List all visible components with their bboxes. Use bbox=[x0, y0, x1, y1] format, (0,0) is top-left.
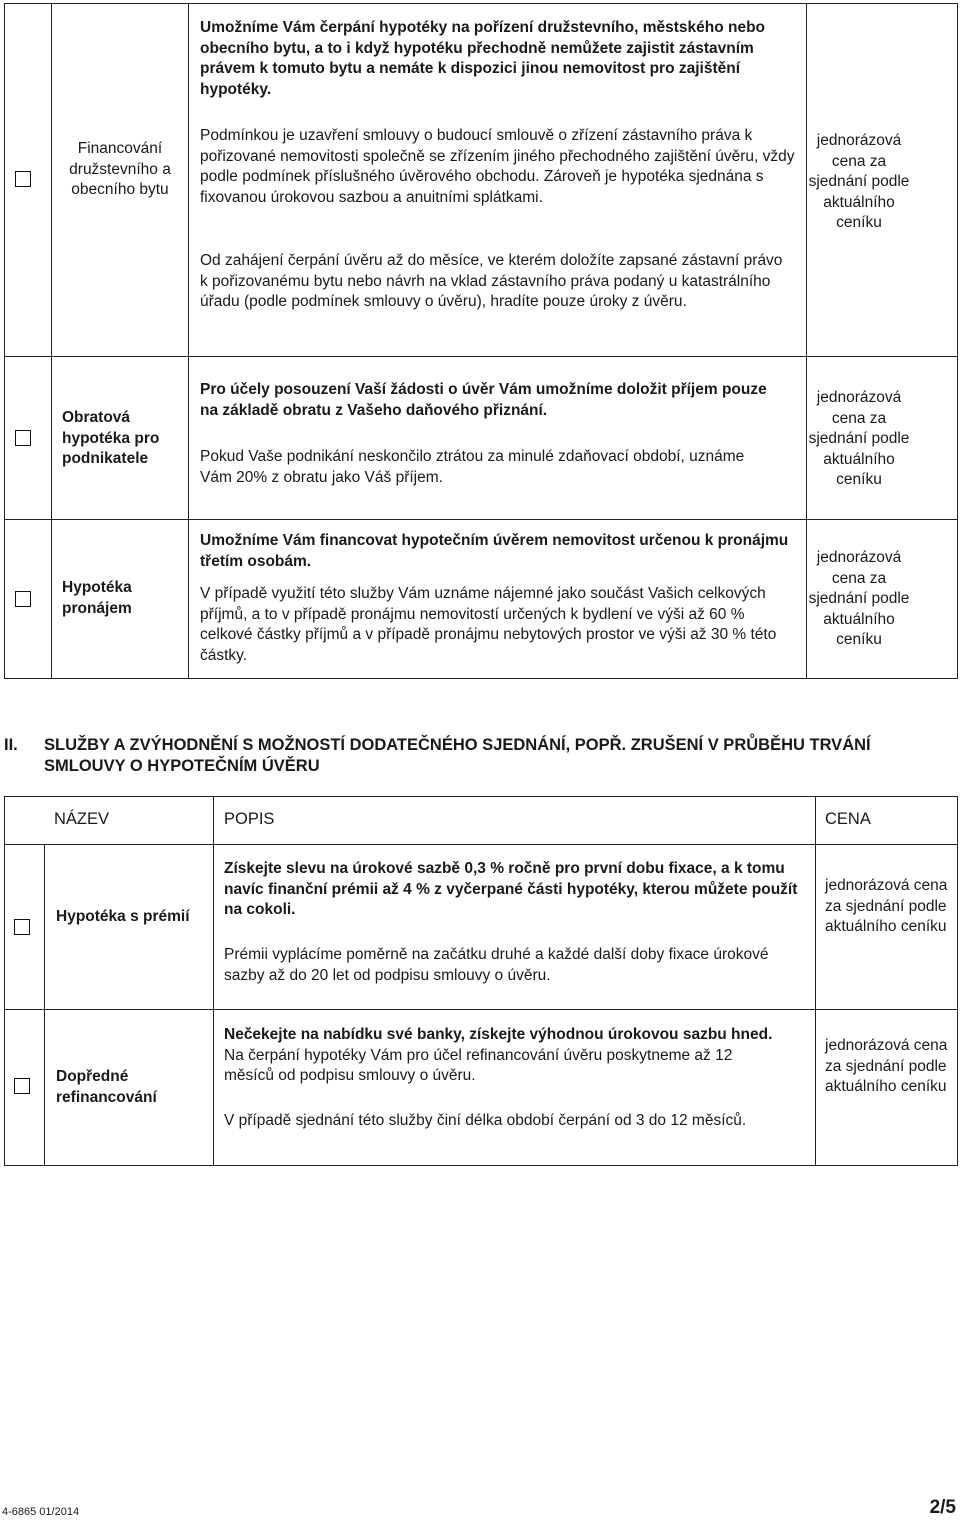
row-lead-rest: Na čerpání hypotéky Vám pro účel refinancování úvěru poskytneme až 12 měsíců od podpisu smlouvy o úvěru. bbox=[224, 1046, 733, 1084]
column-divider bbox=[51, 3, 52, 679]
column-divider bbox=[213, 796, 214, 1166]
row-description: V případě využití této služby Vám uznáme nájemné jako součást Vašich celkových příjmů, a to v případě pronájmu nemovitostí určených k bydlení ve výši až 60 % celkové částky příjmů a v případě pronájmu nebytových prostor ve výši až 30 % této částky. bbox=[200, 585, 777, 664]
row-lead: Umožníme Vám financovat hypotečním úvěrem nemovitost určenou k pronájmu třetím osobám. bbox=[200, 532, 789, 570]
row-name: Hypotéka s prémií bbox=[56, 908, 190, 925]
row-divider bbox=[4, 356, 958, 357]
row-price: jednorázová cena za sjednání podle aktuálního ceníku bbox=[808, 389, 910, 488]
column-header-price: CENA bbox=[825, 810, 871, 828]
row-description: Prémii vyplácíme poměrně na začátku druhé a každé další doby fixace úrokové sazby až do 20 let od podpisu smlouvy o úvěru. bbox=[224, 946, 769, 984]
column-header-name: NÁZEV bbox=[54, 810, 110, 828]
checkbox-hypoteka-s-premii[interactable] bbox=[14, 919, 30, 935]
document-code: 4-6865 01/2014 bbox=[2, 1506, 80, 1518]
checkbox-pronajem[interactable] bbox=[15, 591, 31, 607]
row-price: jednorázová cena za sjednání podle aktuálního ceníku bbox=[825, 877, 948, 935]
section-title: SLUŽBY A ZVÝHODNĚNÍ S MOŽNOSTÍ DODATEČNÉHO SJEDNÁNÍ, POPŘ. ZRUŠENÍ V PRŮBĚHU TRVÁNÍ SMLOUVY O HYPOTEČNÍM ÚVĚRU bbox=[44, 736, 871, 775]
row-lead-bold: Nečekejte na nabídku své banky, získejte výhodnou úrokovou sazbu hned. bbox=[224, 1026, 773, 1043]
row-lead bbox=[224, 1025, 784, 1087]
checkbox-obratova[interactable] bbox=[15, 430, 31, 446]
page-number: 2/5 bbox=[929, 1497, 956, 1518]
row-name: Financování družstevního a obecního bytu bbox=[69, 140, 171, 198]
row-description: Podmínkou je uzavření smlouvy o budoucí smlouvě o zřízení zástavního práva k pořizované nemovitosti společně se zřízením jiného přechodného zajištění úvěru, vždy podle podmínek příslušného úvěrového obchodu. Zároveň je hypotéka sjednána s fixovanou úrokovou sazbou a anuitními splátkami. bbox=[200, 127, 795, 206]
row-price: jednorázová cena za sjednání podle aktuálního ceníku bbox=[825, 1037, 948, 1095]
row-name: Hypotéka pronájem bbox=[62, 579, 132, 617]
row-lead: Umožníme Vám čerpání hypotéky na pořízení družstevního, městského nebo obecního bytu, a to i když hypotéku přechodně nemůžete zajistit zástavním právem k tomuto bytu a nemáte k dispozici jinou nemovitost pro zajištění hypotéky. bbox=[200, 19, 766, 98]
section-number: II. bbox=[4, 736, 18, 754]
column-divider bbox=[815, 796, 816, 1166]
column-header-description: POPIS bbox=[224, 810, 275, 828]
checkbox-dopredne-refinancovani[interactable] bbox=[14, 1078, 30, 1094]
column-divider bbox=[188, 3, 189, 679]
column-divider bbox=[44, 844, 45, 1166]
row-lead: Získejte slevu na úrokové sazbě 0,3 % ročně pro první dobu fixace, a k tomu navíc finanční prémii až 4 % z vyčerpané části hypotéky, kterou můžete použít na cokoli. bbox=[224, 860, 798, 918]
row-price: jednorázová cena za sjednání podle aktuálního ceníku bbox=[808, 549, 910, 648]
row-price: jednorázová cena za sjednání podle aktuálního ceníku bbox=[808, 132, 910, 231]
row-name: Dopředné refinancování bbox=[56, 1068, 157, 1106]
row-name: Obratová hypotéka pro podnikatele bbox=[62, 409, 160, 467]
row-description: Od zahájení čerpání úvěru až do měsíce, ve kterém doložíte zapsané zástavní právo k pořizovanému bytu nebo návrh na vklad zástavního práva podaný u katastrálního úřadu (podle podmínek smlouvy o úvěru), hradíte pouze úroky z úvěru. bbox=[200, 252, 783, 310]
row-lead: Pro účely posouzení Vaší žádosti o úvěr Vám umožníme doložit příjem pouze na základě obratu z Vašeho daňového přiznání. bbox=[200, 381, 767, 419]
row-divider bbox=[4, 519, 958, 520]
row-description: V případě sjednání této služby činí délka období čerpání od 3 do 12 měsíců. bbox=[224, 1112, 747, 1129]
row-description: Pokud Vaše podnikání neskončilo ztrátou za minulé zdaňovací období, uznáme Vám 20% z obratu jako Váš příjem. bbox=[200, 448, 745, 486]
checkbox-financovani[interactable] bbox=[15, 171, 31, 187]
